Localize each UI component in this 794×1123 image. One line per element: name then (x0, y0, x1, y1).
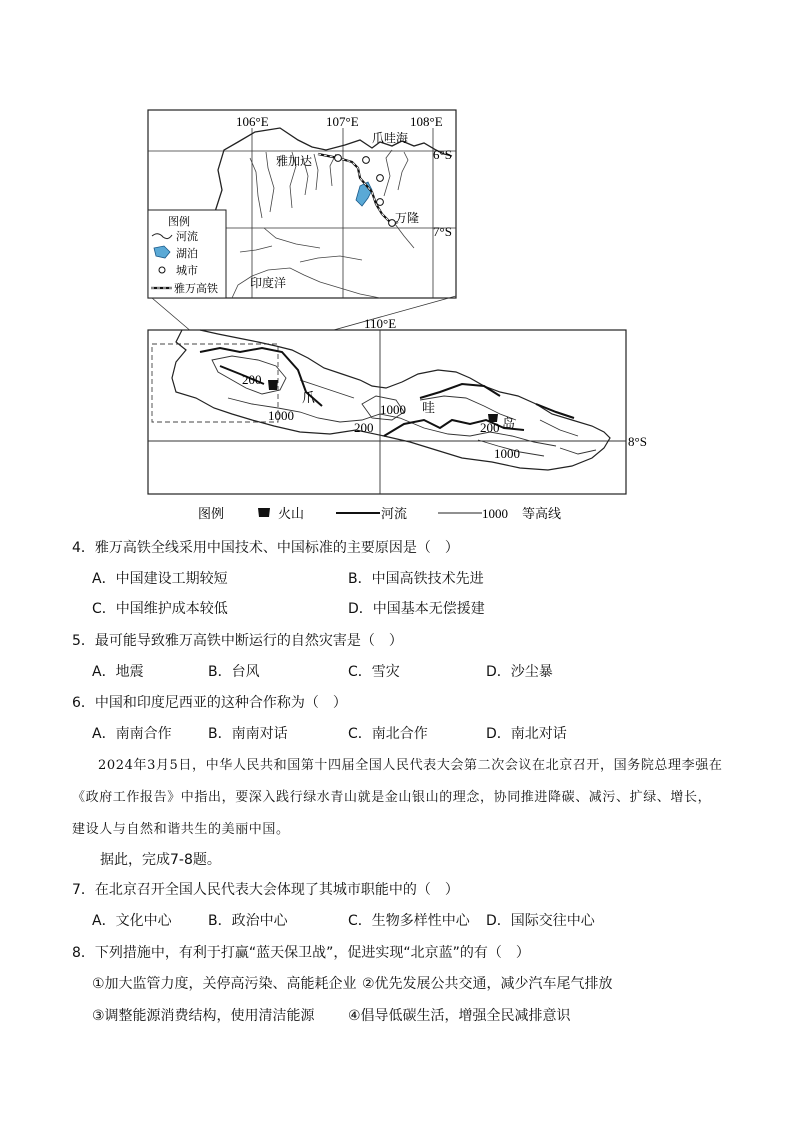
main-legend-river: 河流 (381, 507, 408, 522)
passage-text: 2024年3月5日，中华人民共和国第十四届全国人民代表大会第二次会议在北京召开，国务院总理李强在《政府工作报告》中指出，要深入践行绿水青山就是金山银山的理念，协同推进降碳、减污、扩绿、增长，建设人与自然和谐共生的美丽中国。 (72, 758, 723, 837)
main-lat-label: 8°S (628, 434, 647, 449)
question-8-item-2: ②优先发展公共交通，减少汽车尾气排放 (362, 976, 613, 992)
inset-legend-river: 河流 (176, 230, 198, 243)
question-4-option-c[interactable]: C．中国维护成本较低 (92, 601, 228, 617)
question-6-option-c[interactable]: C．南北合作 (348, 726, 428, 742)
volcano-icon (268, 380, 278, 390)
inset-legend-city: 城市 (176, 264, 198, 277)
inset-legend-lake: 湖泊 (176, 247, 198, 260)
city-label-bandung: 万隆 (395, 211, 420, 225)
question-7-stem: 7．在北京召开全国人民代表大会体现了其城市职能中的（ ） (72, 882, 459, 898)
contour-label: 200 (354, 420, 374, 435)
question-7-option-d[interactable]: D．国际交往中心 (486, 913, 595, 929)
question-8-item-3: ③调整能源消费结构，使用清洁能源 (92, 1008, 315, 1024)
volcano-legend-icon (258, 508, 270, 517)
city-label-jakarta: 雅加达 (276, 154, 313, 168)
question-5-option-d[interactable]: D．沙尘暴 (486, 664, 553, 680)
question-8-stem: 8．下列措施中，有利于打赢“蓝天保卫战”，促进实现“北京蓝”的有（ ） (72, 945, 530, 961)
inset-legend-rail: 雅万高铁 (174, 282, 218, 295)
contour-label: 200 (480, 420, 500, 435)
inset-legend (148, 210, 226, 298)
island-label-char: 爪 (302, 391, 316, 406)
main-lon-label: 110°E (364, 316, 397, 331)
question-4-option-b[interactable]: B．中国高铁技术先进 (348, 571, 484, 587)
question-7-option-a[interactable]: A．文化中心 (92, 913, 172, 929)
question-8-item-1: ①加大监管力度，关停高污染、高能耗企业 (92, 976, 357, 992)
inset-lon-label: 108°E (410, 114, 443, 129)
question-6-option-d[interactable]: D．南北对话 (486, 726, 567, 742)
contour-label: 200 (242, 372, 262, 387)
main-legend-volcano: 火山 (278, 507, 305, 522)
inset-lat-label: 6°S (433, 147, 452, 162)
inset-lon-label: 106°E (236, 114, 269, 129)
question-5-option-b[interactable]: B．台风 (208, 664, 260, 680)
inset-legend-title: 图例 (168, 215, 190, 228)
city-legend-icon (159, 267, 165, 273)
question-5-option-a[interactable]: A．地震 (92, 664, 144, 680)
question-5-option-c[interactable]: C．雪灾 (348, 664, 400, 680)
main-legend (198, 506, 561, 522)
passage-followup: 据此，完成7-8题。 (100, 852, 221, 868)
question-7-option-c[interactable]: C．生物多样性中心 (348, 913, 470, 929)
question-6-stem: 6．中国和印度尼西亚的这种合作称为（ ） (72, 695, 347, 711)
question-4-stem: 4．雅万高铁全线采用中国技术、中国标准的主要原因是（ ） (72, 540, 459, 556)
main-legend-contour: 等高线 (522, 507, 562, 522)
question-7-option-b[interactable]: B．政治中心 (208, 913, 288, 929)
question-8-item-4: ④倡导低碳生活，增强全民减排意识 (348, 1008, 571, 1024)
contour-label: 1000 (494, 446, 520, 461)
inset-lon-label: 107°E (326, 114, 359, 129)
main-legend-contour-value: 1000 (482, 506, 508, 521)
question-5-stem: 5．最可能导致雅万高铁中断运行的自然灾害是（ ） (72, 633, 403, 649)
ocean-label: 印度洋 (250, 276, 287, 290)
contour-label: 1000 (380, 402, 406, 417)
question-4-option-d[interactable]: D．中国基本无偿援建 (348, 601, 485, 617)
island-label-char: 哇 (422, 401, 436, 416)
inset-lat-label: 7°S (433, 224, 452, 239)
question-4-option-a[interactable]: A．中国建设工期较短 (92, 571, 228, 587)
main-map (148, 316, 647, 494)
contour-label: 1000 (268, 408, 294, 423)
question-6-option-a[interactable]: A．南南合作 (92, 726, 172, 742)
island-label-char: 岛 (502, 417, 516, 432)
main-legend-title: 图例 (198, 507, 225, 522)
map-figure (0, 0, 794, 530)
question-6-option-b[interactable]: B．南南对话 (208, 726, 288, 742)
sea-label: 爪哇海 (372, 131, 409, 145)
inset-map (148, 110, 456, 298)
